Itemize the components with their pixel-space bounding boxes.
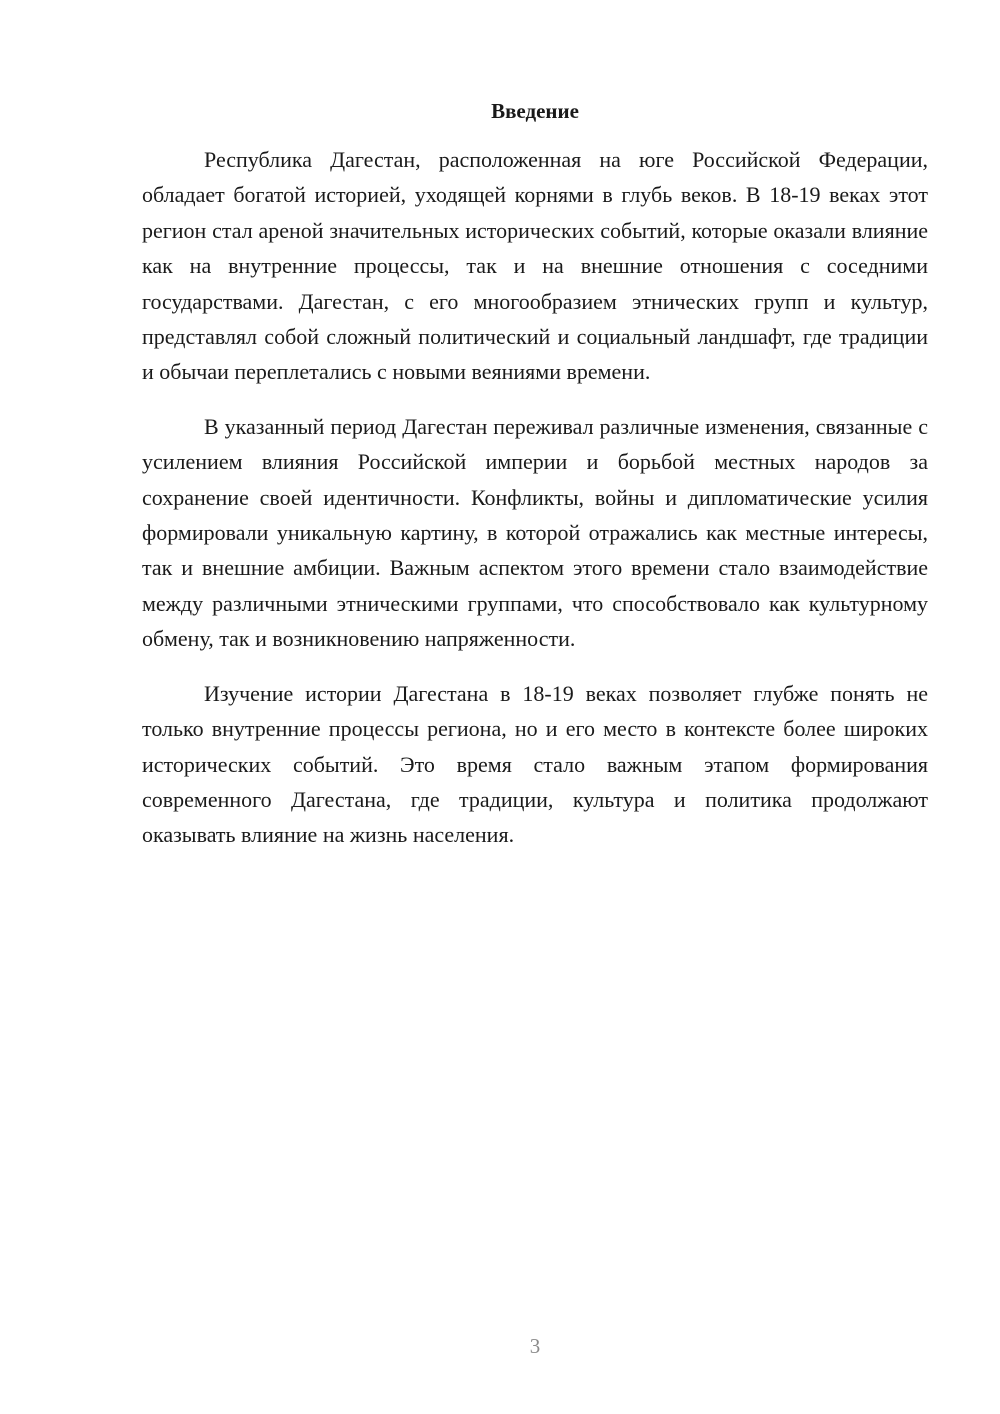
paragraph-3: Изучение истории Дагестана в 18-19 веках позволяет глубже понять не только внутренние процессы региона, но и его место в контексте более широких исторических событий. Это время стало важным этапом формирования современного Дагестана, где традиции, культура и политика продолжают оказывать влияние на жизнь населения. bbox=[142, 680, 928, 848]
document-body bbox=[142, 142, 928, 853]
page-title: Введение bbox=[491, 99, 579, 123]
paragraph-1: Республика Дагестан, расположенная на юге Российской Федерации, обладает богатой историей, уходящей корнями в глубь веков. В 18-19 веках этот регион стал ареной значительных исторических событий, которые оказали влияние как на внутренние процессы, так и на внешние отношения с соседними государствами. Дагестан, с его многообразием этнических групп и культур, представлял собой сложный политический и социальный ландшафт, где традиции и обычаи переплетались с новыми веяниями времени. bbox=[142, 147, 928, 385]
page-number: 3 bbox=[529, 1334, 541, 1358]
paragraph-2: В указанный период Дагестан переживал различные изменения, связанные с усилением влияния Российской империи и борьбой местных народов за сохранение своей идентичности. Конфликты, войны и дипломатические усилия формировали уникальную картину, в которой отражались как местные интересы, так и внешние амбиции. Важным аспектом этого времени стало взаимодействие между различными этническими группами, что способствовало как культурному обмену, так и возникновению напряженности. bbox=[142, 413, 928, 652]
